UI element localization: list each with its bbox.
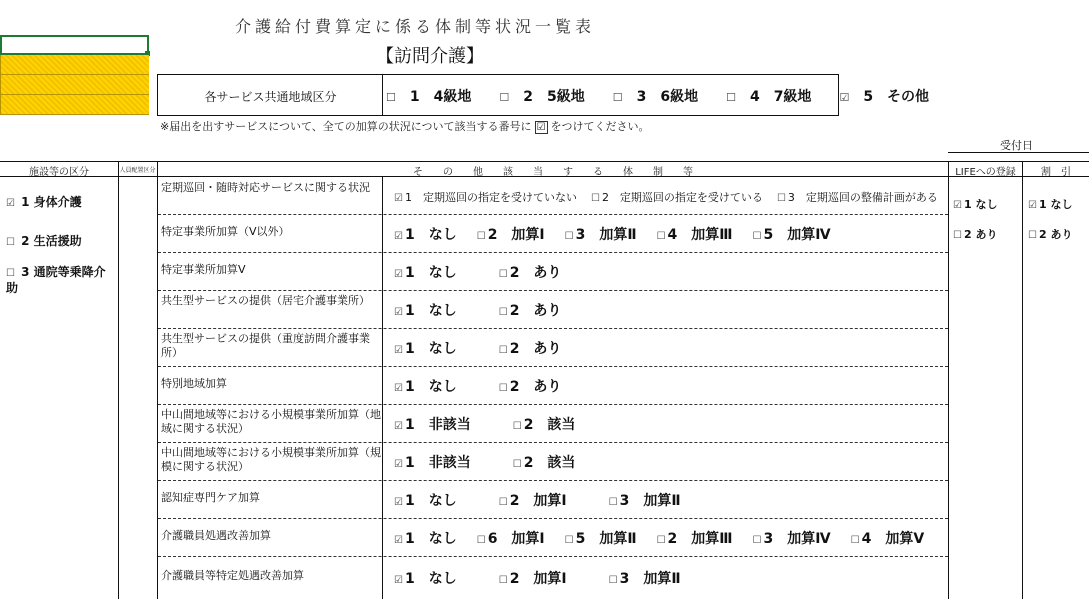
unchecked-box-icon[interactable]: ☐: [512, 459, 522, 470]
category-1[interactable]: [6, 193, 82, 210]
row-option-text: 2 あり: [509, 379, 562, 395]
row-divider: [158, 366, 948, 367]
row-label: 共生型サービスの提供（居宅介護事業所）: [161, 294, 370, 307]
row-options: [394, 300, 603, 320]
unchecked-box-icon[interactable]: ☐: [953, 230, 962, 241]
row-option[interactable]: [777, 189, 938, 205]
checked-box-icon[interactable]: ☑: [6, 198, 15, 209]
checked-box-icon[interactable]: ☑: [953, 200, 962, 211]
checked-box-icon[interactable]: ☑: [394, 421, 403, 432]
row-option-text: 2 加算Ⅰ: [509, 571, 567, 587]
checked-box-icon[interactable]: ☑: [394, 231, 403, 242]
discount-option-text: 1 なし: [1038, 198, 1073, 211]
row-option-text: 1 非該当: [404, 455, 471, 471]
row-option-text: 1 なし: [404, 303, 457, 319]
row-options: [394, 568, 723, 588]
region-option-3[interactable]: [613, 89, 712, 105]
row-divider: [158, 518, 948, 519]
row-option-text: 2 定期巡回の指定を受けている: [601, 190, 763, 204]
row-options: [394, 528, 944, 548]
row-option-text: 1 なし: [404, 341, 457, 357]
row-option[interactable]: [851, 528, 925, 548]
row-option-text: 5 加算Ⅱ: [575, 531, 637, 547]
unchecked-box-icon[interactable]: ☐: [726, 91, 736, 104]
unchecked-box-icon[interactable]: ☐: [1028, 230, 1037, 241]
row-option-text: 6 加算Ⅰ: [487, 531, 545, 547]
checked-box-icon[interactable]: ☑: [394, 345, 403, 356]
yellow-cell-1[interactable]: [0, 55, 149, 75]
region-option-4[interactable]: [726, 89, 825, 105]
unchecked-box-icon[interactable]: ☐: [499, 91, 510, 104]
row-option[interactable]: [394, 300, 457, 320]
col-divider-3: [382, 176, 383, 599]
row-label: 特定事業所加算Ⅴ: [161, 263, 246, 276]
row-label: 中山間地域等における小規模事業所加算（地域に関する状況）: [161, 408, 381, 435]
row-label: 共生型サービスの提供（重度訪問介護事業所）: [161, 332, 370, 359]
row-option[interactable]: [513, 452, 576, 472]
region-divider: [382, 74, 383, 116]
table-top-border: [0, 161, 1089, 162]
region-option-5-text: 5 その他: [863, 89, 930, 105]
row-divider: [158, 214, 948, 215]
row-options: [394, 376, 603, 396]
region-option-1[interactable]: [386, 89, 485, 105]
row-options: [394, 338, 603, 358]
row-option[interactable]: [394, 452, 471, 472]
row-label: 介護職員処遇改善加算: [161, 529, 271, 542]
unchecked-box-icon[interactable]: ☐: [6, 268, 15, 279]
row-option[interactable]: [591, 189, 763, 205]
unchecked-box-icon[interactable]: ☐: [590, 192, 600, 204]
checked-box-icon[interactable]: ☑: [394, 459, 403, 470]
row-option-text: 5 加算Ⅳ: [763, 227, 831, 243]
row-option[interactable]: [477, 224, 545, 244]
unchecked-box-icon[interactable]: ☐: [608, 575, 618, 586]
row-option-text: 3 加算Ⅱ: [619, 493, 681, 509]
check-sample-icon: ☑: [535, 121, 548, 134]
unchecked-box-icon[interactable]: ☐: [498, 383, 508, 394]
row-option-text: 3 定期巡回の整備計画がある: [787, 190, 938, 204]
row-option[interactable]: [565, 224, 637, 244]
selected-cell[interactable]: [0, 35, 149, 55]
category-3[interactable]: [6, 265, 114, 295]
row-options: [394, 414, 617, 434]
row-option[interactable]: [499, 376, 562, 396]
row-option[interactable]: [609, 490, 681, 510]
checked-box-icon[interactable]: ☑: [1028, 200, 1037, 211]
row-option-text: 2 加算Ⅰ: [487, 227, 545, 243]
row-option[interactable]: [394, 568, 457, 588]
row-option-text: 2 あり: [509, 341, 562, 357]
row-divider: [158, 328, 948, 329]
category-text: 2 生活援助: [16, 234, 82, 248]
checked-box-icon[interactable]: ☑: [394, 383, 403, 394]
row-divider: [158, 252, 948, 253]
category-2[interactable]: [6, 232, 82, 249]
row-options: [394, 189, 952, 205]
unchecked-box-icon[interactable]: ☐: [6, 237, 15, 248]
row-label: 特定事業所加算（Ⅴ以外）: [161, 225, 290, 238]
instruction-note: [160, 118, 650, 134]
unchecked-box-icon[interactable]: ☐: [656, 231, 666, 242]
unchecked-box-icon[interactable]: ☐: [752, 535, 762, 546]
region-options: [386, 86, 957, 106]
life-option-1[interactable]: [953, 196, 997, 212]
row-divider: [158, 556, 948, 557]
row-option[interactable]: [394, 528, 457, 548]
received-date-label: 受付日: [1000, 139, 1033, 152]
row-option-text: 3 加算Ⅱ: [619, 571, 681, 587]
unchecked-box-icon[interactable]: ☐: [476, 535, 486, 546]
life-option-text: 1 なし: [963, 198, 998, 211]
row-option[interactable]: [499, 568, 567, 588]
region-option-1-text: 1 4級地: [409, 89, 472, 105]
row-option-text: 1 なし: [404, 531, 457, 547]
row-divider: [158, 442, 948, 443]
col-divider-4: [948, 161, 949, 599]
checked-box-icon[interactable]: ☑: [839, 91, 850, 104]
row-option[interactable]: [565, 528, 637, 548]
unchecked-box-icon[interactable]: ☐: [564, 231, 574, 242]
header-category: 施設等の区分: [29, 167, 89, 178]
unchecked-box-icon[interactable]: ☐: [612, 91, 623, 104]
row-option-text: 2 あり: [509, 303, 562, 319]
row-option-text: 1 なし: [404, 571, 457, 587]
unchecked-box-icon[interactable]: ☐: [386, 91, 396, 104]
region-option-2[interactable]: [499, 89, 598, 105]
yellow-cell-2[interactable]: [0, 75, 149, 95]
row-option[interactable]: [394, 490, 457, 510]
row-divider: [158, 404, 948, 405]
col-divider-1: [118, 161, 119, 599]
row-option-text: 1 なし: [404, 265, 457, 281]
category-text: 3 通院等乗降介助: [6, 265, 106, 295]
unchecked-box-icon[interactable]: ☐: [498, 269, 508, 280]
region-option-4-text: 4 7級地: [749, 89, 812, 105]
row-option[interactable]: [753, 224, 831, 244]
form-subtitle: 【訪問介護】: [376, 46, 484, 67]
row-option[interactable]: [394, 414, 471, 434]
checked-box-icon[interactable]: ☑: [394, 192, 403, 204]
row-label: 中山間地域等における小規模事業所加算（規模に関する状況）: [161, 446, 381, 473]
row-option-text: 2 加算Ⅰ: [509, 493, 567, 509]
row-option[interactable]: [394, 224, 457, 244]
row-option[interactable]: [394, 376, 457, 396]
category-text: 1 身体介護: [16, 195, 82, 209]
row-option-text: 1 非該当: [404, 417, 471, 433]
unchecked-box-icon[interactable]: ☐: [608, 497, 618, 508]
form-title: 介護給付費算定に係る体制等状況一覧表: [234, 17, 595, 36]
row-option-text: 1 定期巡回の指定を受けていない: [404, 190, 577, 204]
header-staff: 人員配置区分: [119, 167, 156, 174]
row-option[interactable]: [477, 528, 545, 548]
life-option-2[interactable]: [953, 226, 997, 242]
region-label: 各サービス共通地域区分: [204, 90, 337, 104]
header-discount: 割 引: [1041, 167, 1071, 178]
row-option-text: 2 あり: [509, 265, 562, 281]
row-divider: [158, 480, 948, 481]
unchecked-box-icon[interactable]: ☐: [498, 345, 508, 356]
row-option-text: 2 該当: [523, 455, 576, 471]
unchecked-box-icon[interactable]: ☐: [498, 307, 508, 318]
note-text-before: ※届出を出すサービスについて、全ての加算の状況について該当する番号に: [160, 120, 532, 133]
row-option[interactable]: [394, 189, 577, 205]
row-option[interactable]: [513, 414, 576, 434]
unchecked-box-icon[interactable]: ☐: [498, 575, 508, 586]
unchecked-box-icon[interactable]: ☐: [476, 231, 486, 242]
life-option-text: 2 あり: [963, 228, 998, 241]
row-option-text: 3 加算Ⅳ: [763, 531, 831, 547]
region-option-2-text: 2 5級地: [523, 89, 585, 105]
row-option-text: 3 加算Ⅱ: [575, 227, 637, 243]
row-option[interactable]: [499, 300, 562, 320]
unchecked-box-icon[interactable]: ☐: [850, 535, 860, 546]
checked-box-icon[interactable]: ☑: [394, 307, 403, 318]
header-other: そ の 他 該 当 す る 体 制 等: [413, 167, 693, 178]
region-option-3-text: 3 6級地: [636, 89, 699, 105]
row-option[interactable]: [499, 490, 567, 510]
unchecked-box-icon[interactable]: ☐: [656, 535, 666, 546]
row-options: [394, 452, 617, 472]
row-options: [394, 262, 603, 282]
checked-box-icon[interactable]: ☑: [394, 575, 403, 586]
checked-box-icon[interactable]: ☑: [394, 269, 403, 280]
row-option[interactable]: [657, 528, 733, 548]
yellow-cell-3[interactable]: [0, 95, 149, 115]
row-option-text: 2 加算Ⅲ: [667, 531, 733, 547]
unchecked-box-icon[interactable]: ☐: [512, 421, 522, 432]
row-option[interactable]: [499, 338, 562, 358]
row-option-text: 2 該当: [523, 417, 576, 433]
discount-option-text: 2 あり: [1038, 228, 1073, 241]
row-option[interactable]: [753, 528, 831, 548]
row-option-text: 1 なし: [404, 493, 457, 509]
row-label: 特別地域加算: [161, 377, 227, 390]
unchecked-box-icon[interactable]: ☐: [564, 535, 574, 546]
row-option-text: 4 加算Ⅲ: [667, 227, 733, 243]
region-option-5[interactable]: [839, 89, 943, 105]
row-label: 認知症専門ケア加算: [161, 491, 260, 504]
row-option[interactable]: [657, 224, 733, 244]
row-label: 定期巡回・随時対応サービスに関する状況: [161, 180, 370, 194]
unchecked-box-icon[interactable]: ☐: [498, 497, 508, 508]
row-option-text: 1 なし: [404, 227, 457, 243]
col-divider-2: [157, 161, 158, 599]
discount-option-2[interactable]: [1028, 226, 1072, 242]
row-option[interactable]: [609, 568, 681, 588]
row-option[interactable]: [499, 262, 562, 282]
row-divider: [158, 290, 948, 291]
row-option[interactable]: [394, 338, 457, 358]
checked-box-icon[interactable]: ☑: [394, 535, 403, 546]
header-life: LIFEへの登録: [955, 167, 1016, 178]
unchecked-box-icon[interactable]: ☐: [752, 231, 762, 242]
col-divider-5: [1022, 161, 1023, 599]
row-options: [394, 490, 723, 510]
discount-option-1[interactable]: [1028, 196, 1072, 212]
note-text-after: をつけてください。: [550, 120, 650, 133]
unchecked-box-icon[interactable]: ☐: [776, 192, 786, 204]
row-option-text: 4 加算Ⅴ: [861, 531, 925, 547]
row-option[interactable]: [394, 262, 457, 282]
row-option-text: 1 なし: [404, 379, 457, 395]
received-date-line: [948, 152, 1089, 153]
row-options: [394, 224, 851, 244]
checked-box-icon[interactable]: ☑: [394, 497, 403, 508]
row-label: 介護職員等特定処遇改善加算: [161, 569, 304, 582]
